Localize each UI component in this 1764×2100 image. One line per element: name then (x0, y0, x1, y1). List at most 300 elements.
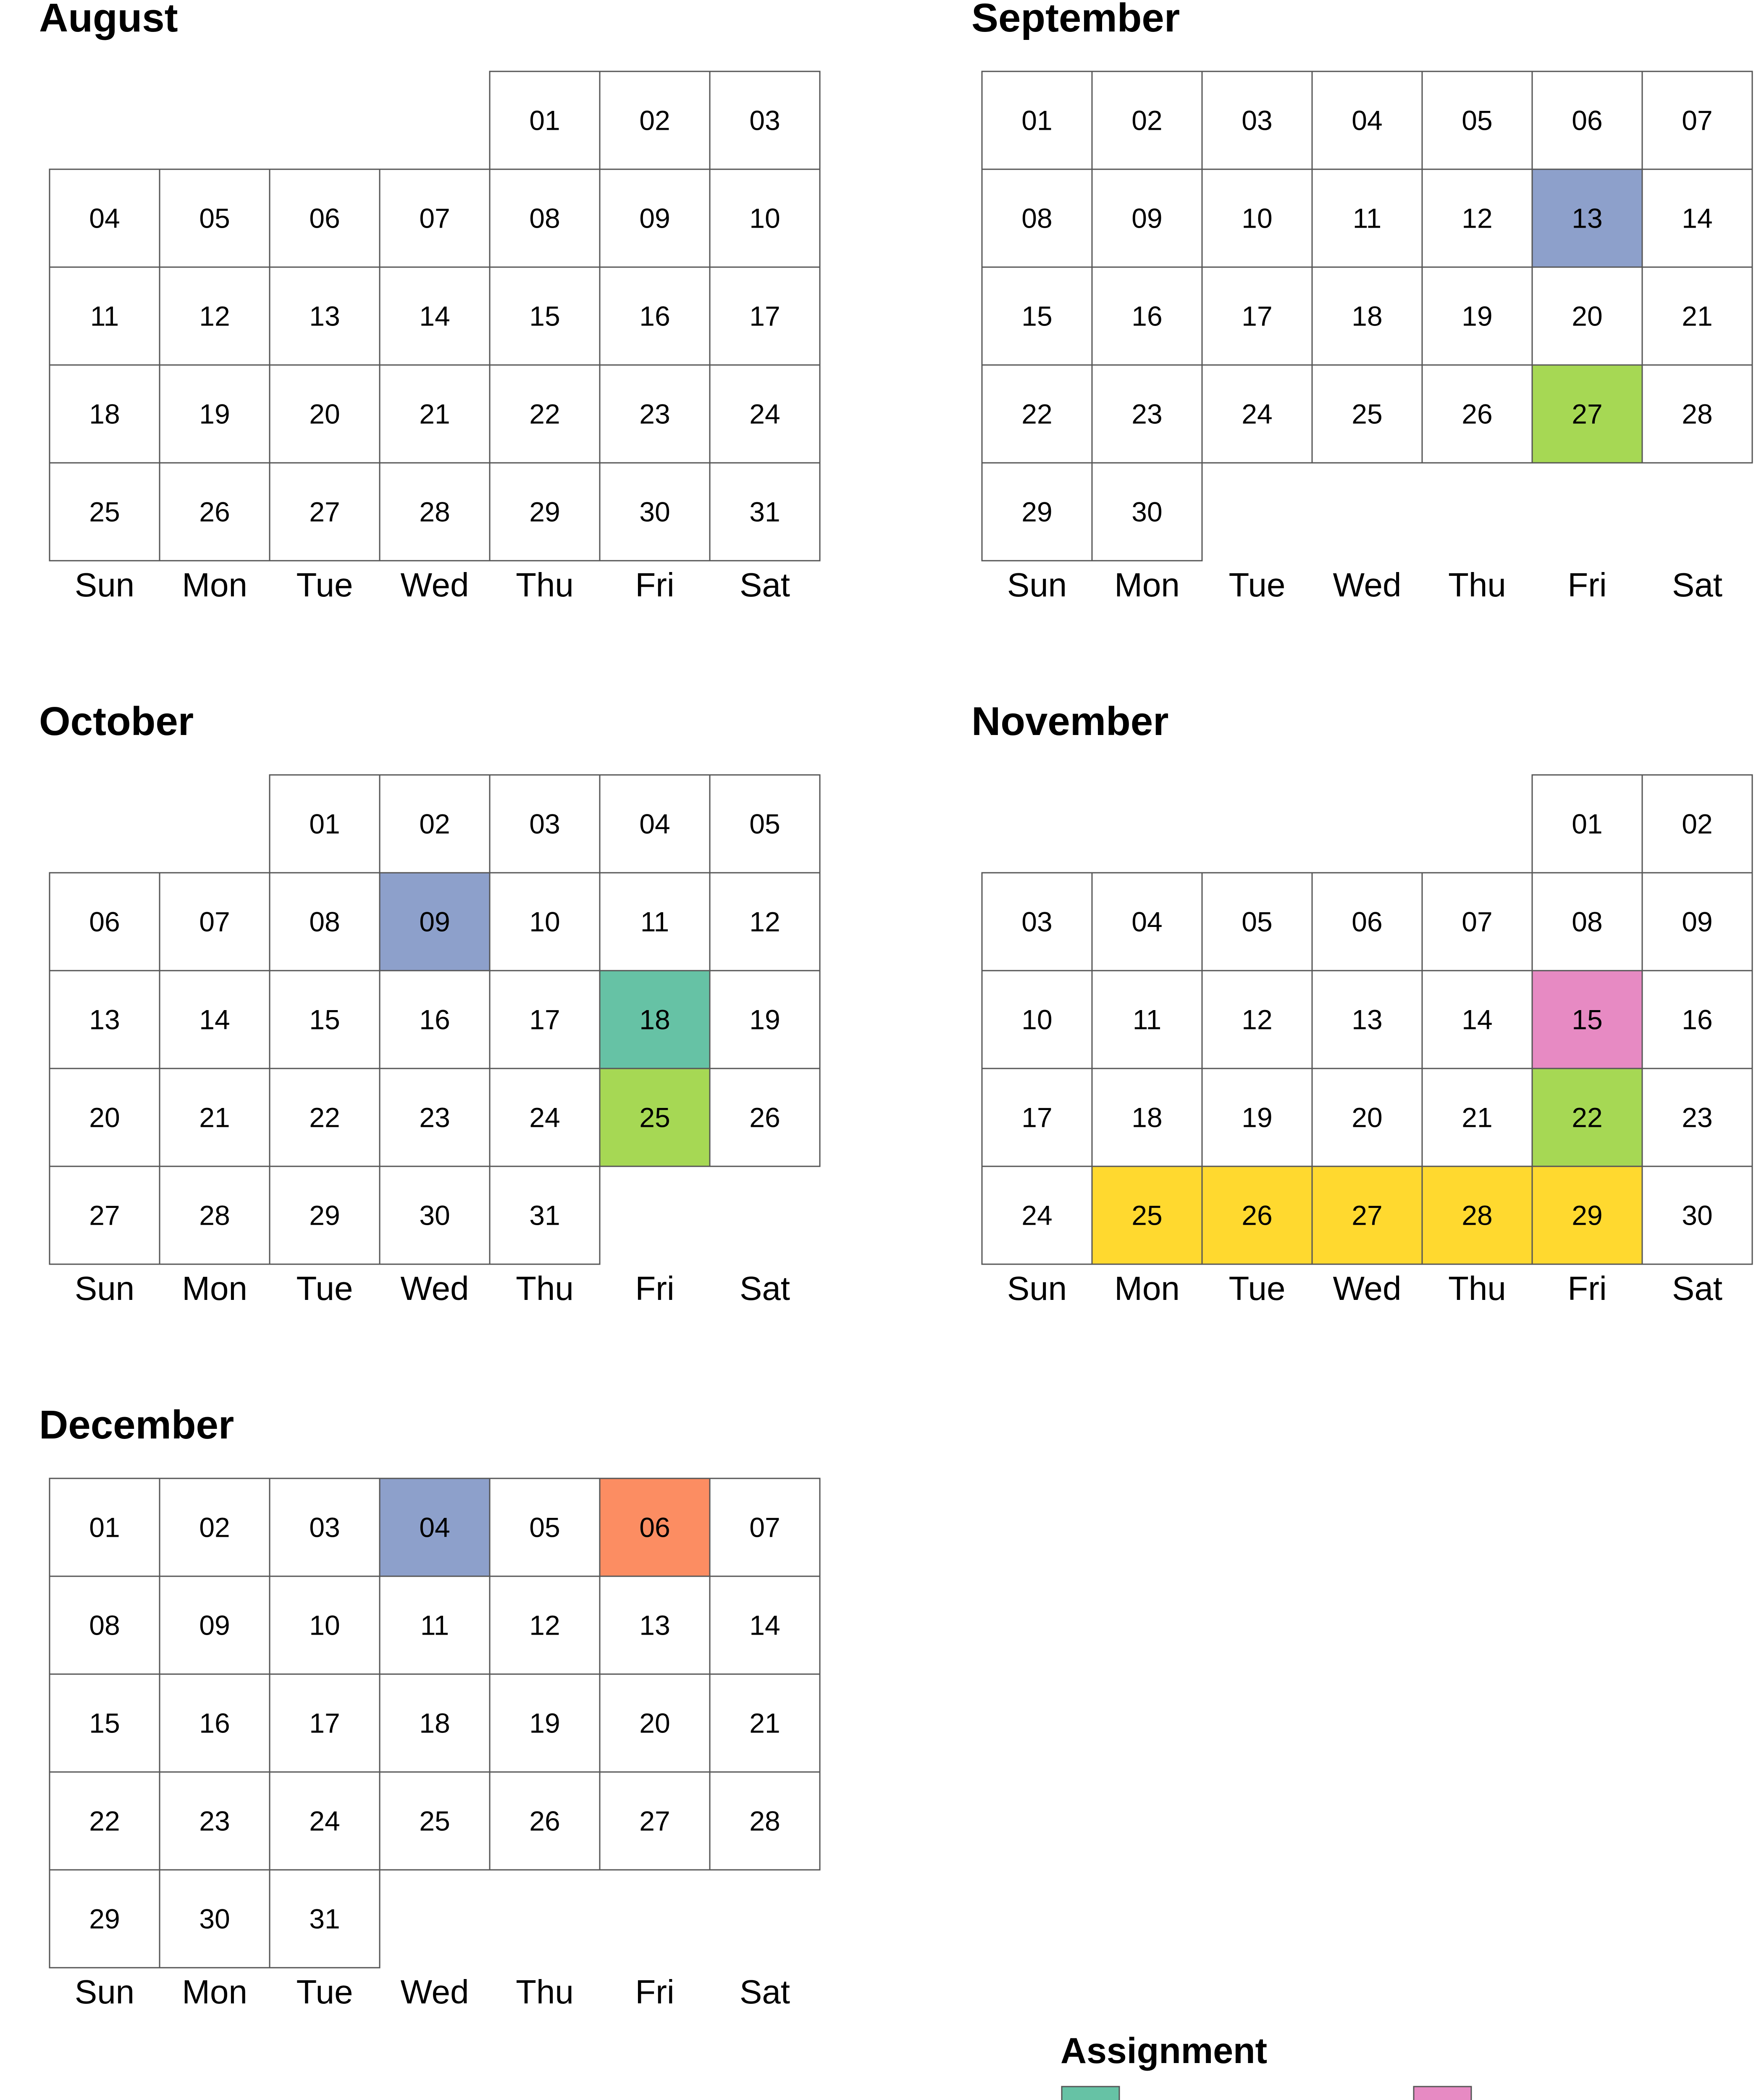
weekday-label-mon: Mon (1114, 1270, 1180, 1307)
day-cell-september-25 (1312, 365, 1422, 463)
day-number: 25 (1352, 398, 1383, 430)
day-cell-august-10 (710, 169, 820, 267)
day-cell-september-21 (1642, 267, 1752, 365)
day-number: 10 (529, 906, 560, 937)
day-cell-september-01 (982, 71, 1092, 169)
day-cell-august-27 (270, 463, 380, 561)
day-cell-august-01 (490, 71, 600, 169)
day-cell-september-22 (982, 365, 1092, 463)
day-number: 29 (89, 1903, 120, 1935)
day-cell-december-31 (270, 1870, 380, 1968)
day-cell-december-30 (160, 1870, 270, 1968)
day-cell-november-14 (1422, 971, 1532, 1068)
weekday-label-tue: Tue (1228, 1270, 1286, 1307)
day-number: 06 (1352, 906, 1383, 937)
month-october (39, 699, 820, 1307)
day-number: 15 (1572, 1004, 1603, 1035)
day-cell-september-15 (982, 267, 1092, 365)
day-number: 16 (1131, 300, 1163, 332)
day-number: 19 (749, 1004, 780, 1035)
day-number: 21 (1682, 300, 1713, 332)
weekday-label-fri: Fri (635, 1270, 675, 1307)
day-number: 23 (199, 1805, 230, 1837)
day-cell-november-27 (1312, 1166, 1422, 1264)
day-number: 01 (89, 1512, 120, 1543)
weekday-label-sat: Sat (1672, 566, 1723, 604)
day-number: 31 (749, 496, 780, 528)
day-number: 02 (639, 105, 670, 136)
day-cell-december-16 (160, 1674, 270, 1772)
day-number: 17 (1242, 300, 1273, 332)
day-number: 06 (639, 1512, 670, 1543)
day-cell-december-24 (270, 1772, 380, 1870)
day-cell-november-26 (1202, 1166, 1312, 1264)
day-number: 25 (1131, 1200, 1163, 1231)
day-cell-november-07 (1422, 873, 1532, 971)
day-number: 21 (199, 1102, 230, 1133)
day-cell-october-16 (380, 971, 490, 1068)
day-cell-september-17 (1202, 267, 1312, 365)
day-number: 04 (639, 808, 670, 840)
day-number: 01 (1572, 808, 1603, 840)
day-number: 23 (1682, 1102, 1713, 1133)
day-cell-august-11 (50, 267, 160, 365)
day-number: 24 (749, 398, 780, 430)
day-number: 30 (1682, 1200, 1713, 1231)
day-cell-august-24 (710, 365, 820, 463)
day-number: 09 (639, 202, 670, 234)
day-cell-august-30 (600, 463, 710, 561)
legend (1060, 2031, 1759, 2100)
day-cell-august-17 (710, 267, 820, 365)
day-number: 08 (309, 906, 340, 937)
day-cell-august-07 (380, 169, 490, 267)
day-cell-september-27 (1532, 365, 1642, 463)
day-cell-november-09 (1642, 873, 1752, 971)
day-number: 28 (1682, 398, 1713, 430)
day-number: 08 (1021, 202, 1053, 234)
month-title: August (39, 0, 178, 40)
day-cell-september-28 (1642, 365, 1752, 463)
day-cell-august-26 (160, 463, 270, 561)
day-number: 27 (89, 1200, 120, 1231)
weekday-label-fri: Fri (635, 566, 675, 604)
day-number: 23 (1131, 398, 1163, 430)
day-cell-november-19 (1202, 1068, 1312, 1166)
day-number: 10 (1242, 202, 1273, 234)
day-number: 24 (309, 1805, 340, 1837)
month-title: December (39, 1402, 234, 1447)
day-number: 22 (1021, 398, 1053, 430)
day-number: 30 (1131, 496, 1163, 528)
day-number: 12 (199, 300, 230, 332)
day-cell-august-04 (50, 169, 160, 267)
day-cell-december-21 (710, 1674, 820, 1772)
day-cell-october-17 (490, 971, 600, 1068)
day-cell-september-09 (1092, 169, 1202, 267)
day-cell-december-20 (600, 1674, 710, 1772)
day-cell-november-11 (1092, 971, 1202, 1068)
day-number: 08 (1572, 906, 1603, 937)
day-number: 08 (529, 202, 560, 234)
day-cell-october-23 (380, 1068, 490, 1166)
day-cell-october-21 (160, 1068, 270, 1166)
day-cell-december-10 (270, 1576, 380, 1674)
day-number: 18 (1352, 300, 1383, 332)
day-number: 02 (199, 1512, 230, 1543)
day-number: 13 (89, 1004, 120, 1035)
day-cell-october-12 (710, 873, 820, 971)
day-number: 11 (90, 300, 119, 332)
day-number: 09 (419, 906, 450, 937)
legend-swatch (1062, 2087, 1119, 2100)
day-number: 13 (1352, 1004, 1383, 1035)
day-number: 02 (1682, 808, 1713, 840)
day-number: 05 (1242, 906, 1273, 937)
day-cell-october-08 (270, 873, 380, 971)
day-cell-august-18 (50, 365, 160, 463)
day-cell-november-24 (982, 1166, 1092, 1264)
day-cell-september-16 (1092, 267, 1202, 365)
day-number: 19 (1462, 300, 1493, 332)
weekday-label-sun: Sun (1007, 566, 1067, 604)
day-cell-september-11 (1312, 169, 1422, 267)
day-cell-october-05 (710, 775, 820, 873)
day-cell-september-30 (1092, 463, 1202, 561)
day-cell-november-23 (1642, 1068, 1752, 1166)
day-number: 12 (1242, 1004, 1273, 1035)
day-number: 01 (1021, 105, 1053, 136)
day-number: 08 (89, 1609, 120, 1641)
day-number: 10 (1021, 1004, 1053, 1035)
day-number: 12 (749, 906, 780, 937)
weekday-label-fri: Fri (1567, 566, 1607, 604)
day-cell-december-23 (160, 1772, 270, 1870)
weekday-label-tue: Tue (296, 566, 353, 604)
day-number: 05 (199, 202, 230, 234)
day-cell-september-13 (1532, 169, 1642, 267)
day-cell-november-25 (1092, 1166, 1202, 1264)
day-number: 15 (529, 300, 560, 332)
day-number: 07 (1682, 105, 1713, 136)
day-number: 16 (639, 300, 670, 332)
day-cell-october-20 (50, 1068, 160, 1166)
day-cell-november-02 (1642, 775, 1752, 873)
day-cell-december-26 (490, 1772, 600, 1870)
day-number: 03 (1021, 906, 1053, 937)
day-cell-october-26 (710, 1068, 820, 1166)
day-number: 20 (1352, 1102, 1383, 1133)
day-cell-august-21 (380, 365, 490, 463)
day-number: 24 (529, 1102, 560, 1133)
day-number: 24 (1242, 398, 1273, 430)
day-number: 04 (419, 1512, 450, 1543)
day-cell-october-04 (600, 775, 710, 873)
day-cell-august-12 (160, 267, 270, 365)
day-cell-august-08 (490, 169, 600, 267)
weekday-label-mon: Mon (1114, 566, 1180, 604)
day-number: 05 (749, 808, 780, 840)
day-number: 29 (529, 496, 560, 528)
day-number: 20 (1572, 300, 1603, 332)
day-number: 01 (309, 808, 340, 840)
day-number: 03 (749, 105, 780, 136)
weekday-label-sat: Sat (739, 1270, 790, 1307)
day-number: 07 (749, 1512, 780, 1543)
day-cell-october-01 (270, 775, 380, 873)
day-number: 15 (1021, 300, 1053, 332)
day-cell-september-18 (1312, 267, 1422, 365)
day-cell-september-06 (1532, 71, 1642, 169)
day-cell-december-11 (380, 1576, 490, 1674)
legend-item-boczar-discussion (1062, 2087, 1390, 2100)
day-number: 31 (529, 1200, 560, 1231)
day-number: 16 (419, 1004, 450, 1035)
weekday-label-fri: Fri (635, 1973, 675, 2011)
day-number: 23 (419, 1102, 450, 1133)
day-number: 13 (1572, 202, 1603, 234)
day-cell-october-28 (160, 1166, 270, 1264)
day-cell-august-22 (490, 365, 600, 463)
day-cell-december-05 (490, 1478, 600, 1576)
day-number: 18 (89, 398, 120, 430)
day-cell-december-04 (380, 1478, 490, 1576)
day-cell-september-14 (1642, 169, 1752, 267)
weekday-label-sat: Sat (1672, 1270, 1723, 1307)
weekday-label-mon: Mon (182, 566, 247, 604)
day-cell-december-29 (50, 1870, 160, 1968)
month-title: November (971, 699, 1169, 744)
day-number: 06 (1572, 105, 1603, 136)
day-number: 28 (419, 496, 450, 528)
weekday-label-sun: Sun (74, 566, 135, 604)
weekday-label-thu: Thu (516, 1270, 574, 1307)
day-cell-december-17 (270, 1674, 380, 1772)
day-number: 25 (89, 496, 120, 528)
day-number: 17 (529, 1004, 560, 1035)
day-cell-november-10 (982, 971, 1092, 1068)
day-number: 14 (1682, 202, 1713, 234)
month-december (39, 1402, 820, 2011)
day-cell-october-24 (490, 1068, 600, 1166)
day-cell-october-06 (50, 873, 160, 971)
weekday-label-mon: Mon (182, 1270, 247, 1307)
day-number: 21 (1462, 1102, 1493, 1133)
day-number: 07 (419, 202, 450, 234)
day-cell-november-13 (1312, 971, 1422, 1068)
day-number: 20 (639, 1707, 670, 1739)
day-cell-november-16 (1642, 971, 1752, 1068)
weekday-label-wed: Wed (400, 1973, 469, 2011)
day-cell-september-05 (1422, 71, 1532, 169)
day-number: 17 (749, 300, 780, 332)
day-number: 29 (1021, 496, 1053, 528)
day-cell-september-20 (1532, 267, 1642, 365)
day-number: 18 (419, 1707, 450, 1739)
day-cell-august-31 (710, 463, 820, 561)
day-number: 30 (639, 496, 670, 528)
weekday-label-tue: Tue (296, 1270, 353, 1307)
day-number: 20 (309, 398, 340, 430)
day-number: 29 (1572, 1200, 1603, 1231)
day-cell-november-03 (982, 873, 1092, 971)
day-number: 21 (419, 398, 450, 430)
day-number: 05 (1462, 105, 1493, 136)
month-title: October (39, 699, 194, 744)
day-number: 24 (1021, 1200, 1053, 1231)
day-cell-october-27 (50, 1166, 160, 1264)
day-number: 09 (1682, 906, 1713, 937)
day-cell-october-22 (270, 1068, 380, 1166)
day-number: 25 (419, 1805, 450, 1837)
day-cell-december-01 (50, 1478, 160, 1576)
day-cell-december-02 (160, 1478, 270, 1576)
day-cell-september-24 (1202, 365, 1312, 463)
weekday-label-sun: Sun (74, 1270, 135, 1307)
day-number: 16 (199, 1707, 230, 1739)
day-cell-august-05 (160, 169, 270, 267)
legend-title: Assignment (1060, 2031, 1268, 2071)
day-cell-november-22 (1532, 1068, 1642, 1166)
day-cell-october-09 (380, 873, 490, 971)
day-cell-september-08 (982, 169, 1092, 267)
day-cell-august-23 (600, 365, 710, 463)
day-number: 22 (89, 1805, 120, 1837)
day-cell-august-02 (600, 71, 710, 169)
day-cell-november-08 (1532, 873, 1642, 971)
day-number: 26 (1462, 398, 1493, 430)
day-number: 27 (639, 1805, 670, 1837)
day-number: 10 (309, 1609, 340, 1641)
day-cell-september-07 (1642, 71, 1752, 169)
legend-swatch (1414, 2087, 1471, 2100)
day-number: 18 (1131, 1102, 1163, 1133)
legend-item-helberg-discussion (1414, 2087, 1754, 2100)
day-cell-november-01 (1532, 775, 1642, 873)
day-number: 06 (309, 202, 340, 234)
day-cell-august-20 (270, 365, 380, 463)
day-number: 14 (199, 1004, 230, 1035)
day-cell-september-12 (1422, 169, 1532, 267)
day-number: 21 (749, 1707, 780, 1739)
day-number: 03 (529, 808, 560, 840)
day-cell-october-30 (380, 1166, 490, 1264)
day-number: 03 (309, 1512, 340, 1543)
day-number: 04 (89, 202, 120, 234)
day-cell-december-03 (270, 1478, 380, 1576)
day-number: 19 (1242, 1102, 1273, 1133)
weekday-label-thu: Thu (516, 566, 574, 604)
weekday-label-sat: Sat (739, 1973, 790, 2011)
day-cell-october-29 (270, 1166, 380, 1264)
day-cell-november-28 (1422, 1166, 1532, 1264)
day-cell-september-23 (1092, 365, 1202, 463)
day-cell-december-14 (710, 1576, 820, 1674)
day-number: 15 (309, 1004, 340, 1035)
day-number: 06 (89, 906, 120, 937)
day-number: 30 (419, 1200, 450, 1231)
day-cell-december-06 (600, 1478, 710, 1576)
day-number: 09 (199, 1609, 230, 1641)
day-cell-september-04 (1312, 71, 1422, 169)
weekday-label-thu: Thu (1448, 566, 1506, 604)
weekday-label-mon: Mon (182, 1973, 247, 2011)
day-cell-september-29 (982, 463, 1092, 561)
day-cell-december-18 (380, 1674, 490, 1772)
day-number: 26 (199, 496, 230, 528)
day-number: 11 (640, 906, 669, 937)
day-number: 19 (529, 1707, 560, 1739)
day-cell-november-15 (1532, 971, 1642, 1068)
day-cell-november-18 (1092, 1068, 1202, 1166)
day-number: 19 (199, 398, 230, 430)
day-number: 11 (1132, 1004, 1162, 1035)
day-cell-november-21 (1422, 1068, 1532, 1166)
day-number: 07 (1462, 906, 1493, 937)
day-cell-november-29 (1532, 1166, 1642, 1264)
day-cell-november-30 (1642, 1166, 1752, 1264)
day-cell-october-25 (600, 1068, 710, 1166)
month-august (39, 0, 820, 604)
day-number: 14 (1462, 1004, 1493, 1035)
day-cell-october-10 (490, 873, 600, 971)
day-number: 26 (1242, 1200, 1273, 1231)
weekday-label-sat: Sat (739, 566, 790, 604)
day-cell-october-15 (270, 971, 380, 1068)
day-number: 01 (529, 105, 560, 136)
day-number: 17 (1021, 1102, 1053, 1133)
day-cell-september-03 (1202, 71, 1312, 169)
day-cell-august-28 (380, 463, 490, 561)
day-cell-august-29 (490, 463, 600, 561)
day-cell-november-05 (1202, 873, 1312, 971)
day-cell-december-19 (490, 1674, 600, 1772)
day-cell-august-03 (710, 71, 820, 169)
day-cell-december-13 (600, 1576, 710, 1674)
day-cell-november-17 (982, 1068, 1092, 1166)
day-number: 03 (1242, 105, 1273, 136)
weekday-label-wed: Wed (1333, 1270, 1402, 1307)
day-cell-august-15 (490, 267, 600, 365)
day-cell-october-19 (710, 971, 820, 1068)
day-cell-december-09 (160, 1576, 270, 1674)
weekday-label-fri: Fri (1567, 1270, 1607, 1307)
weekday-label-sun: Sun (1007, 1270, 1067, 1307)
day-cell-september-02 (1092, 71, 1202, 169)
day-cell-december-08 (50, 1576, 160, 1674)
day-cell-october-18 (600, 971, 710, 1068)
day-cell-october-13 (50, 971, 160, 1068)
day-cell-november-12 (1202, 971, 1312, 1068)
day-number: 13 (309, 300, 340, 332)
day-cell-october-14 (160, 971, 270, 1068)
day-number: 29 (309, 1200, 340, 1231)
day-number: 26 (529, 1805, 560, 1837)
day-number: 26 (749, 1102, 780, 1133)
day-cell-august-06 (270, 169, 380, 267)
day-number: 10 (749, 202, 780, 234)
weekday-label-wed: Wed (400, 1270, 469, 1307)
weekday-label-thu: Thu (1448, 1270, 1506, 1307)
day-number: 07 (199, 906, 230, 937)
day-number: 14 (749, 1609, 780, 1641)
day-number: 13 (639, 1609, 670, 1641)
day-number: 05 (529, 1512, 560, 1543)
day-number: 18 (639, 1004, 670, 1035)
day-cell-december-22 (50, 1772, 160, 1870)
day-number: 30 (199, 1903, 230, 1935)
day-number: 27 (1572, 398, 1603, 430)
